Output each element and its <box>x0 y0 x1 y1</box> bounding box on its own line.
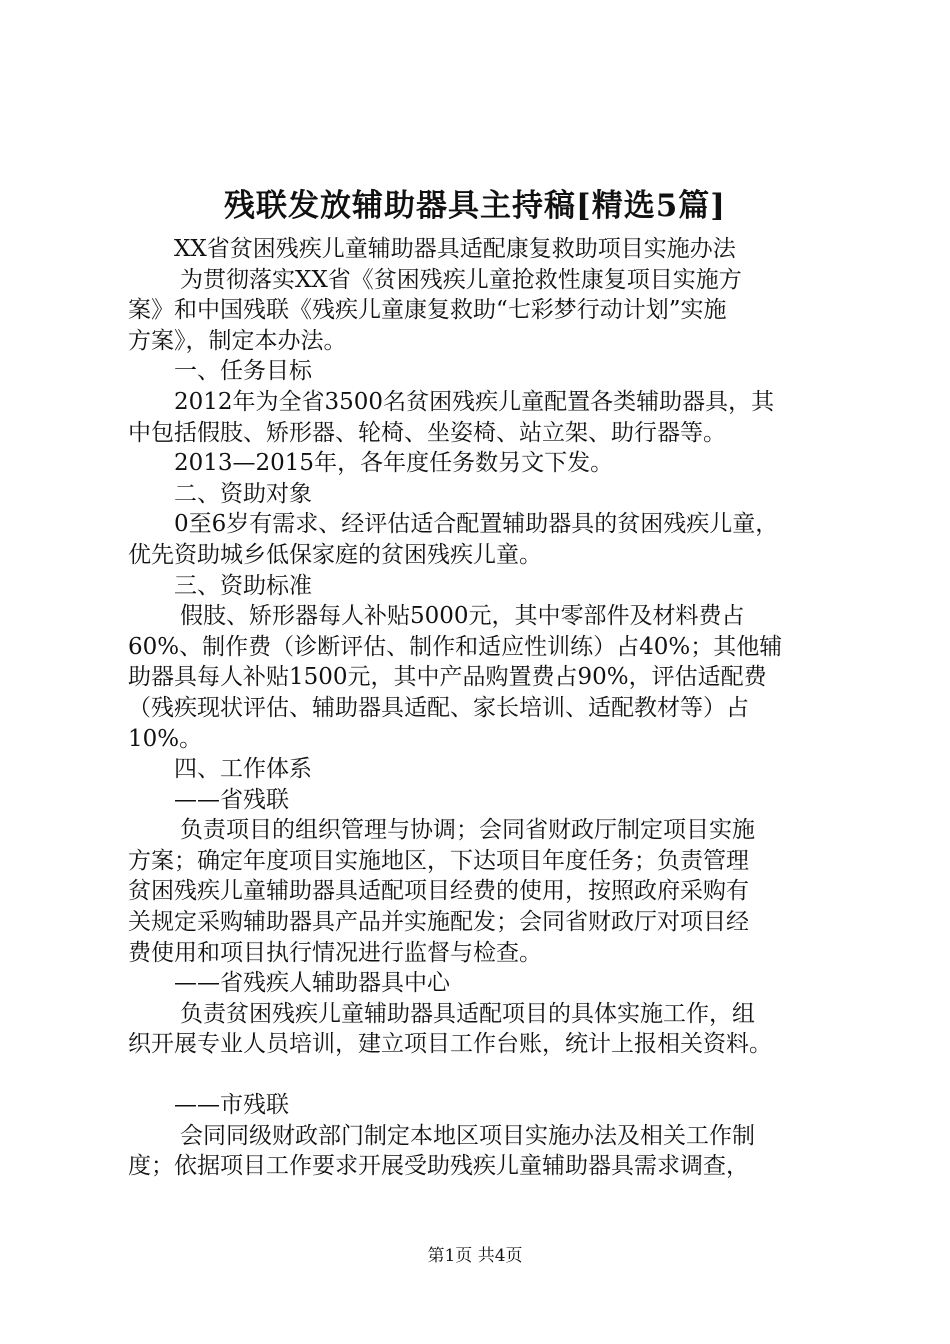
paragraph-line: 案》和中国残联《残疾儿童康复救助“七彩梦行动计划”实施 <box>128 297 727 324</box>
page-number-footer: 第1页 共4页 <box>427 1246 523 1266</box>
subsection-heading: ——省残疾人辅助器具中心 <box>174 970 450 997</box>
section-heading: 二、资助对象 <box>174 480 312 507</box>
section-heading: 一、任务目标 <box>174 358 312 385</box>
blank-line <box>128 1060 836 1090</box>
paragraph-line: 假肢、矫形器每人补贴5000元，其中零部件及材料费占 <box>180 603 745 630</box>
paragraph-line: 2013—2015年，各年度任务数另文下发。 <box>174 450 614 477</box>
paragraph-line: 中包括假肢、矫形器、轮椅、坐姿椅、站立架、助行器等。 <box>128 419 726 446</box>
paragraph-line: 10%。 <box>128 725 203 752</box>
paragraph-line: 织开展专业人员培训，建立项目工作台账，统计上报相关资料。 <box>128 1031 772 1058</box>
paragraph-line: 度；依据项目工作要求开展受助残疾儿童辅助器具需求调查， <box>128 1153 749 1180</box>
paragraph-line: 会同同级财政部门制定本地区项目实施办法及相关工作制 <box>180 1122 755 1149</box>
paragraph-line: 优先资助城乡低保家庭的贫困残疾儿童。 <box>128 541 542 568</box>
paragraph-line: 0至6岁有需求、经评估适合配置辅助器具的贫困残疾儿童， <box>174 511 779 538</box>
paragraph-line: 2012年为全省3500名贫困残疾儿童配置各类辅助器具，其 <box>174 388 775 415</box>
section-heading: 四、工作体系 <box>174 756 312 783</box>
section-heading: 三、资助标准 <box>174 572 312 599</box>
paragraph-line: XX省贫困残疾儿童辅助器具适配康复救助项目实施办法 <box>174 236 736 262</box>
paragraph-line: （残疾现状评估、辅助器具适配、家长培训、适配教材等）占 <box>128 694 749 721</box>
paragraph-line: 关规定采购辅助器具产品并实施配发；会同省财政厅对项目经 <box>128 909 749 936</box>
paragraph-line: 方案；确定年度项目实施地区，下达项目年度任务；负责管理 <box>128 847 749 874</box>
paragraph-line: 负责贫困残疾儿童辅助器具适配项目的具体实施工作，组 <box>180 1000 755 1027</box>
subsection-heading: ——省残联 <box>174 786 289 813</box>
paragraph-line: 方案》，制定本办法。 <box>128 327 347 354</box>
paragraph-line: 助器具每人补贴1500元，其中产品购置费占90%，评估适配费 <box>128 664 767 691</box>
paragraph-line: 60%、制作费（诊断评估、制作和适应性训练）占40%；其他辅 <box>128 633 783 660</box>
paragraph-line: 费使用和项目执行情况进行监督与检查。 <box>128 939 542 966</box>
paragraph-line: 负责项目的组织管理与协调；会同省财政厅制定项目实施 <box>180 817 755 844</box>
document-title: 残联发放辅助器具主持稿[精选5篇] <box>224 188 726 224</box>
paragraph-line: 为贯彻落实XX省《贫困残疾儿童抢救性康复项目实施方 <box>180 266 742 293</box>
subsection-heading: ——市残联 <box>174 1092 289 1119</box>
paragraph-line: 贫困残疾儿童辅助器具适配项目经费的使用，按照政府采购有 <box>128 878 749 905</box>
document-body <box>128 234 836 1182</box>
